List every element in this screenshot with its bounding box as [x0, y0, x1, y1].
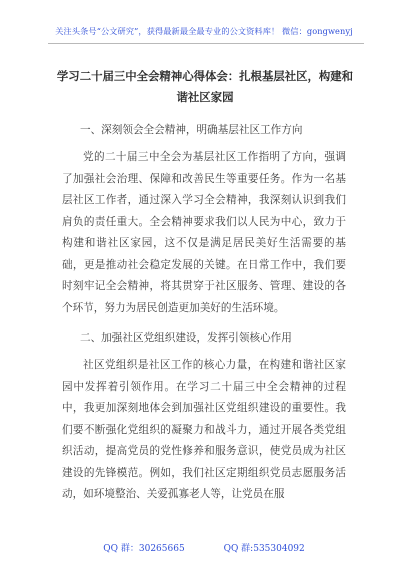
- section-1-paragraph: 党的二十届三中全会为基层社区工作指明了方向，强调了加强社会治理、保障和改善民生等重要任务。作为一名基层社区工作者，通过深入学习全会精神，我深刻认识到我们肩负的责任重大。全会精神要求我们以人民为中心，致力于构建和谐社区家园，这不仅是满足居民美好生活需要的基础，更是推动社会稳定发展的关键。在日常工作中，我们要时刻牢记全会精神，将其贯穿于社区服务、管理、建设的各个环节，努力为居民创造更加美好的生活环境。: [62, 151, 346, 314]
- footer-qq-group-1: QQ 群：30265665: [103, 544, 185, 554]
- section-2-heading: 二、加强社区党组织建设，发挥引领核心作用: [80, 332, 292, 344]
- section-2-paragraph: 社区党组织是社区工作的核心力量，在构建和谐社区家园中发挥着引领作用。在学习二十届三中全会精神的过程中，我更加深刻地体会到加强社区党组织建设的重要性。我们要不断强化党组织的凝聚力和战斗力，通过开展各类党组织活动，提高党员的党性修养和服务意识，使党员成为社区建设的先锋模范。例如，我们社区定期组织党员志愿服务活动，如环境整治、关爱孤寡老人等，让党员在服: [62, 359, 346, 500]
- header-divider: [48, 43, 364, 44]
- page-header-notice: 关注头条号“公文研究”，获得最新最全最专业的公文资料库！ 微信：gongwenyj: [55, 26, 353, 36]
- document-title: 学习二十届三中全会精神心得体会：扎根基层社区，构建和谐社区家园: [56, 69, 354, 104]
- page-footer: [0, 541, 408, 554]
- section-1-heading: 一、深刻领会全会精神，明确基层社区工作方向: [80, 124, 303, 136]
- footer-qq-group-2: QQ 群:535304092: [223, 544, 305, 554]
